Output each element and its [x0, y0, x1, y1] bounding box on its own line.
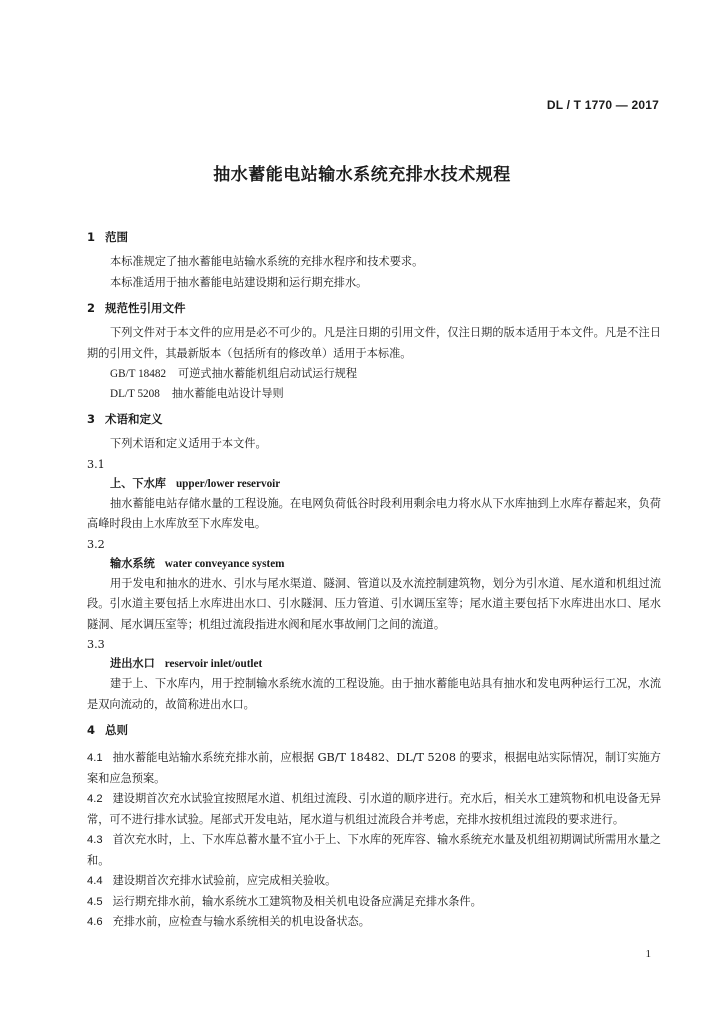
clause-number: 4.3 — [87, 834, 103, 846]
term-en: water conveyance system — [164, 557, 285, 570]
term-definition: 抽水蓄能电站存储水量的工程设施。在电网负荷低谷时段利用剩余电力将水从下水库抽到上水库存蓄起来，负荷高峰时段由上水库放至下水库发电。 — [87, 496, 661, 530]
clause-number: 4.5 — [87, 895, 103, 908]
section-title: 总则 — [105, 723, 128, 737]
clause-item — [87, 871, 661, 892]
term-zh: 进出水口 — [110, 657, 155, 670]
clause-text: 充排水前，应检查与输水系统相关的机电设备状态。 — [112, 915, 370, 928]
clause-item — [87, 892, 661, 913]
term-zh: 上、下水库 — [110, 476, 166, 490]
clause-item — [87, 748, 661, 789]
reference-code: DL/T 5208 — [110, 388, 160, 400]
document-code: DL / T 1770 — 2017 — [546, 98, 659, 112]
term-heading — [87, 654, 661, 674]
page-number: 1 — [645, 948, 651, 960]
reference-title: 抽水蓄能电站设计导则 — [171, 387, 284, 400]
section-4-heading — [87, 721, 661, 739]
term-zh: 输水系统 — [110, 556, 155, 570]
clause-item — [87, 830, 661, 871]
section-title: 范围 — [105, 230, 128, 244]
clause-text: 建设期首次充排水试验前，应完成相关验收。 — [112, 874, 337, 887]
reference-title: 可逆式抽水蓄能机组启动试运行规程 — [178, 367, 358, 380]
term-heading — [87, 554, 661, 574]
section-title: 规范性引用文件 — [105, 301, 186, 315]
document-title: 抽水蓄能电站输水系统充排水技术规程 — [213, 165, 511, 185]
paragraph: 本标准规定了抽水蓄能电站输水系统的充排水程序和技术要求。 — [110, 255, 424, 268]
clause-item — [87, 912, 661, 933]
section-2-heading — [87, 299, 661, 317]
section-number: 3 — [87, 412, 96, 426]
paragraph: 下列术语和定义适用于本文件。 — [110, 437, 267, 450]
clause-item — [87, 789, 661, 830]
section-number: 1 — [87, 230, 96, 244]
clause-number: 3.1 — [87, 457, 105, 471]
document-body — [87, 228, 661, 933]
term-en: upper/lower reservoir — [175, 477, 281, 490]
clause-number: 3.2 — [87, 537, 105, 551]
section-1-heading — [87, 228, 661, 246]
term-heading — [87, 474, 661, 494]
clause-text: 建设期首次充水试验宜按照尾水道、机组过流段、引水道的顺序进行。充水后，相关水工建筑物和机电设备无异常，可不进行排水试验。尾部式开发电站，尾水道与机组过流段合并考虑，充排水按机组过流段的要求进行。 — [87, 792, 661, 826]
clause-number: 4.2 — [87, 793, 103, 805]
clause-number: 4.1 — [87, 752, 103, 764]
section-title: 术语和定义 — [105, 412, 163, 426]
clause-text: 首次充水时，上、下水库总蓄水量不宜小于上、下水库的死库容、输水系统充水量及机组初期调试所需用水量之和。 — [87, 833, 661, 867]
clause-number: 4.4 — [87, 875, 103, 887]
term-definition: 建于上、下水库内，用于控制输水系统水流的工程设施。由于抽水蓄能电站具有抽水和发电两种运行工况，水流是双向流动的，故简称进出水口。 — [87, 677, 661, 711]
paragraph: 下列文件对于本文件的应用是必不可少的。凡是注日期的引用文件，仅注日期的版本适用于本文件。凡是不注日期的引用文件，其最新版本（包括所有的修改单）适用于本标准。 — [87, 326, 661, 360]
term-en: reservoir inlet/outlet — [164, 658, 263, 670]
reference-item — [87, 384, 661, 404]
paragraph: 本标准适用于抽水蓄能电站建设期和运行期充排水。 — [110, 275, 368, 289]
section-number: 2 — [87, 301, 96, 315]
reference-code: GB/T 18482 — [110, 368, 167, 380]
clause-number: 4.6 — [87, 916, 103, 928]
term-definition: 用于发电和抽水的进水、引水与尾水渠道、隧洞、管道以及水流控制建筑物，划分为引水道、尾水道和机组过流段。引水道主要包括上水库进出水口、引水隧洞、压力管道、引水调压室等；尾水道主要包括下水库进出水口、尾水隧洞、尾水调压室等；机组过流段指进水阀和尾水事故闸门之间的流道。 — [87, 576, 661, 631]
clause-number: 3.3 — [87, 638, 105, 651]
section-number: 4 — [87, 723, 96, 737]
clause-text: 抽水蓄能电站输水系统充排水前，应根据 GB/T 18482、DL/T 5208 的要求，根据电站实际情况，制订实施方案和应急预案。 — [87, 751, 661, 785]
section-3-heading — [87, 410, 661, 428]
reference-item — [87, 364, 661, 384]
clause-text: 运行期充排水前，输水系统水工建筑物及相关机电设备应满足充排水条件。 — [112, 894, 482, 908]
